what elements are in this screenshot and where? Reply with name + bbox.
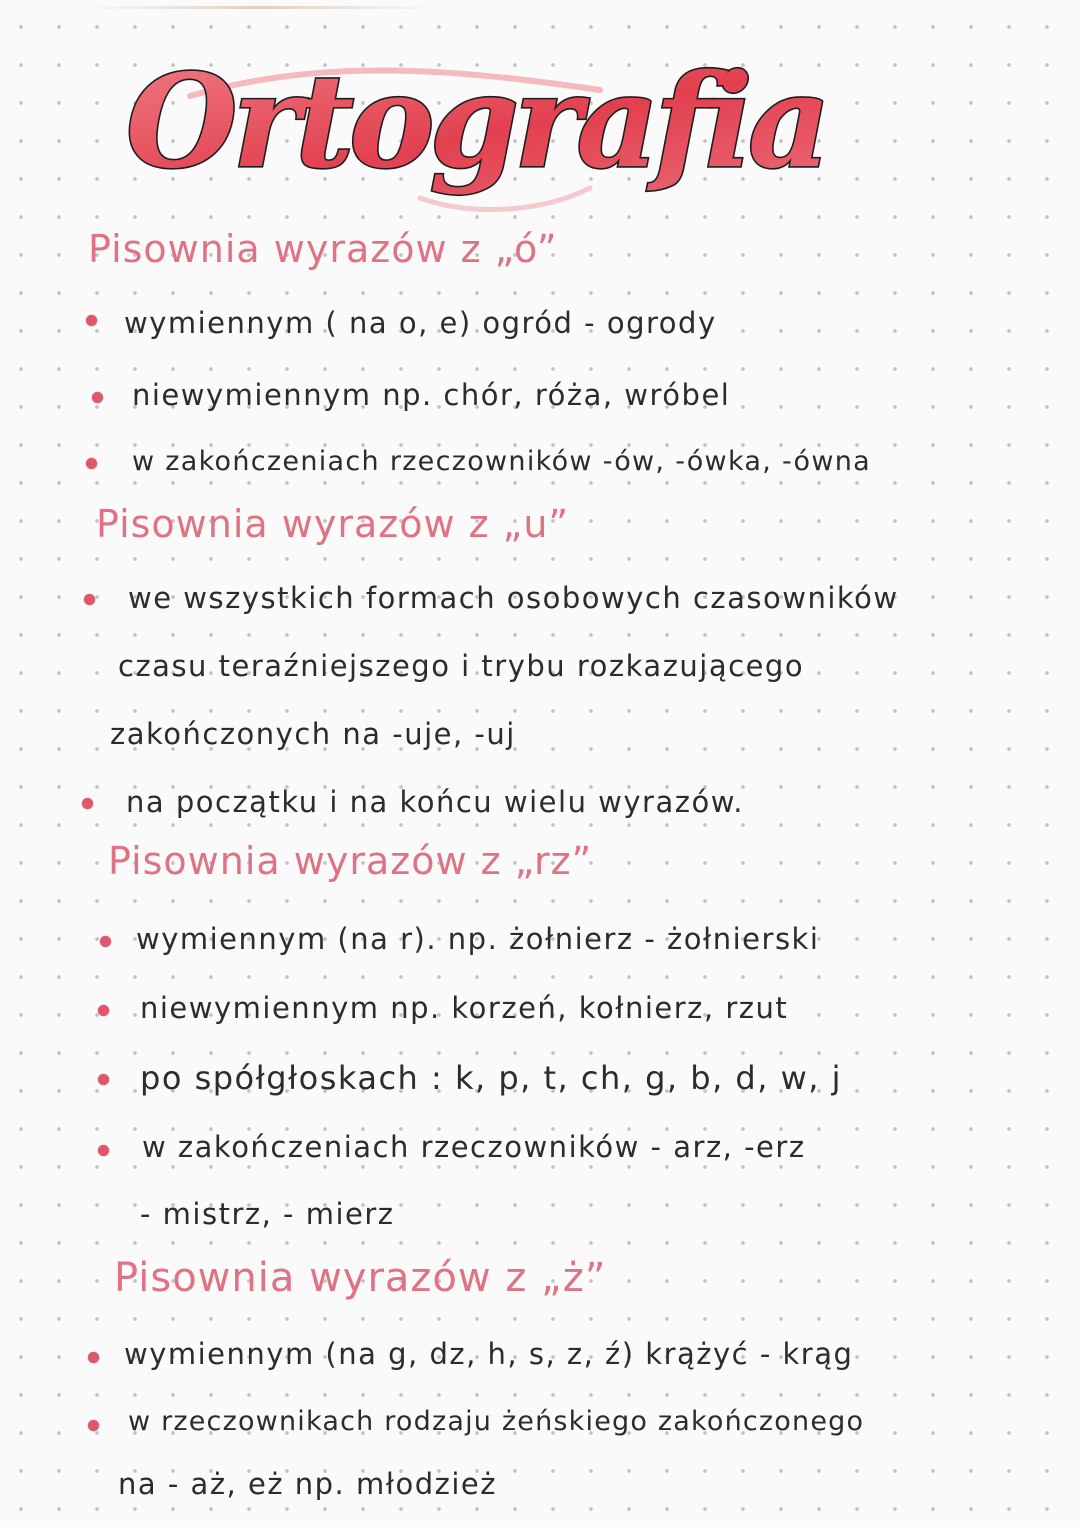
item-text: wymiennym (na g, dz, h, s, z, ź) krążyć - krąg <box>124 1337 854 1371</box>
item-text: na - aż, eż np. młodzież <box>118 1467 497 1501</box>
bullet-icon <box>98 1005 109 1016</box>
item-text: niewymiennym np. chór, róża, wróbel <box>132 378 731 412</box>
bullet-icon <box>84 594 95 605</box>
bullet-icon <box>92 392 103 403</box>
bullet-icon <box>82 798 93 809</box>
bullet-icon <box>86 315 97 326</box>
bullet-icon <box>98 1145 109 1156</box>
section-heading-o: Pisownia wyrazów z „ó” <box>88 227 558 271</box>
section-heading-rz: Pisownia wyrazów z „rz” <box>108 839 593 883</box>
item-text: we wszystkich formach osobowych czasowników <box>128 581 899 615</box>
item-text: wymiennym ( na o, e) ogród - ogrody <box>124 306 717 340</box>
bullet-icon <box>88 1420 99 1431</box>
item-text: w zakończeniach rzeczowników -ów, -ówka, -ówna <box>132 446 872 477</box>
item-text: w zakończeniach rzeczowników - arz, -erz <box>142 1130 806 1164</box>
section-heading-u: Pisownia wyrazów z „u” <box>96 502 570 546</box>
item-text: zakończonych na -uje, -uj <box>110 717 516 751</box>
item-text: w rzeczownikach rodzaju żeńskiego zakończonego <box>128 1406 865 1437</box>
page-title <box>120 38 840 213</box>
title-lettering <box>120 38 840 213</box>
item-text: po spółgłoskach : k, p, t, ch, g, b, d, w, j <box>140 1059 842 1097</box>
bullet-icon <box>100 936 111 947</box>
item-text: wymiennym (na r). np. żołnierz - żołnierski <box>136 922 820 956</box>
item-text: czasu teraźniejszego i trybu rozkazującego <box>118 649 805 683</box>
bullet-icon <box>88 1352 99 1363</box>
item-text: - mistrz, - mierz <box>140 1197 395 1231</box>
item-text: na początku i na końcu wielu wyrazów. <box>126 785 744 819</box>
bullet-icon <box>98 1074 109 1085</box>
page-edge <box>80 6 440 9</box>
item-text: niewymiennym np. korzeń, kołnierz, rzut <box>140 991 789 1025</box>
section-heading-z: Pisownia wyrazów z „ż” <box>114 1255 607 1301</box>
bullet-icon <box>86 458 97 469</box>
title-text: Ortografia <box>126 47 826 197</box>
